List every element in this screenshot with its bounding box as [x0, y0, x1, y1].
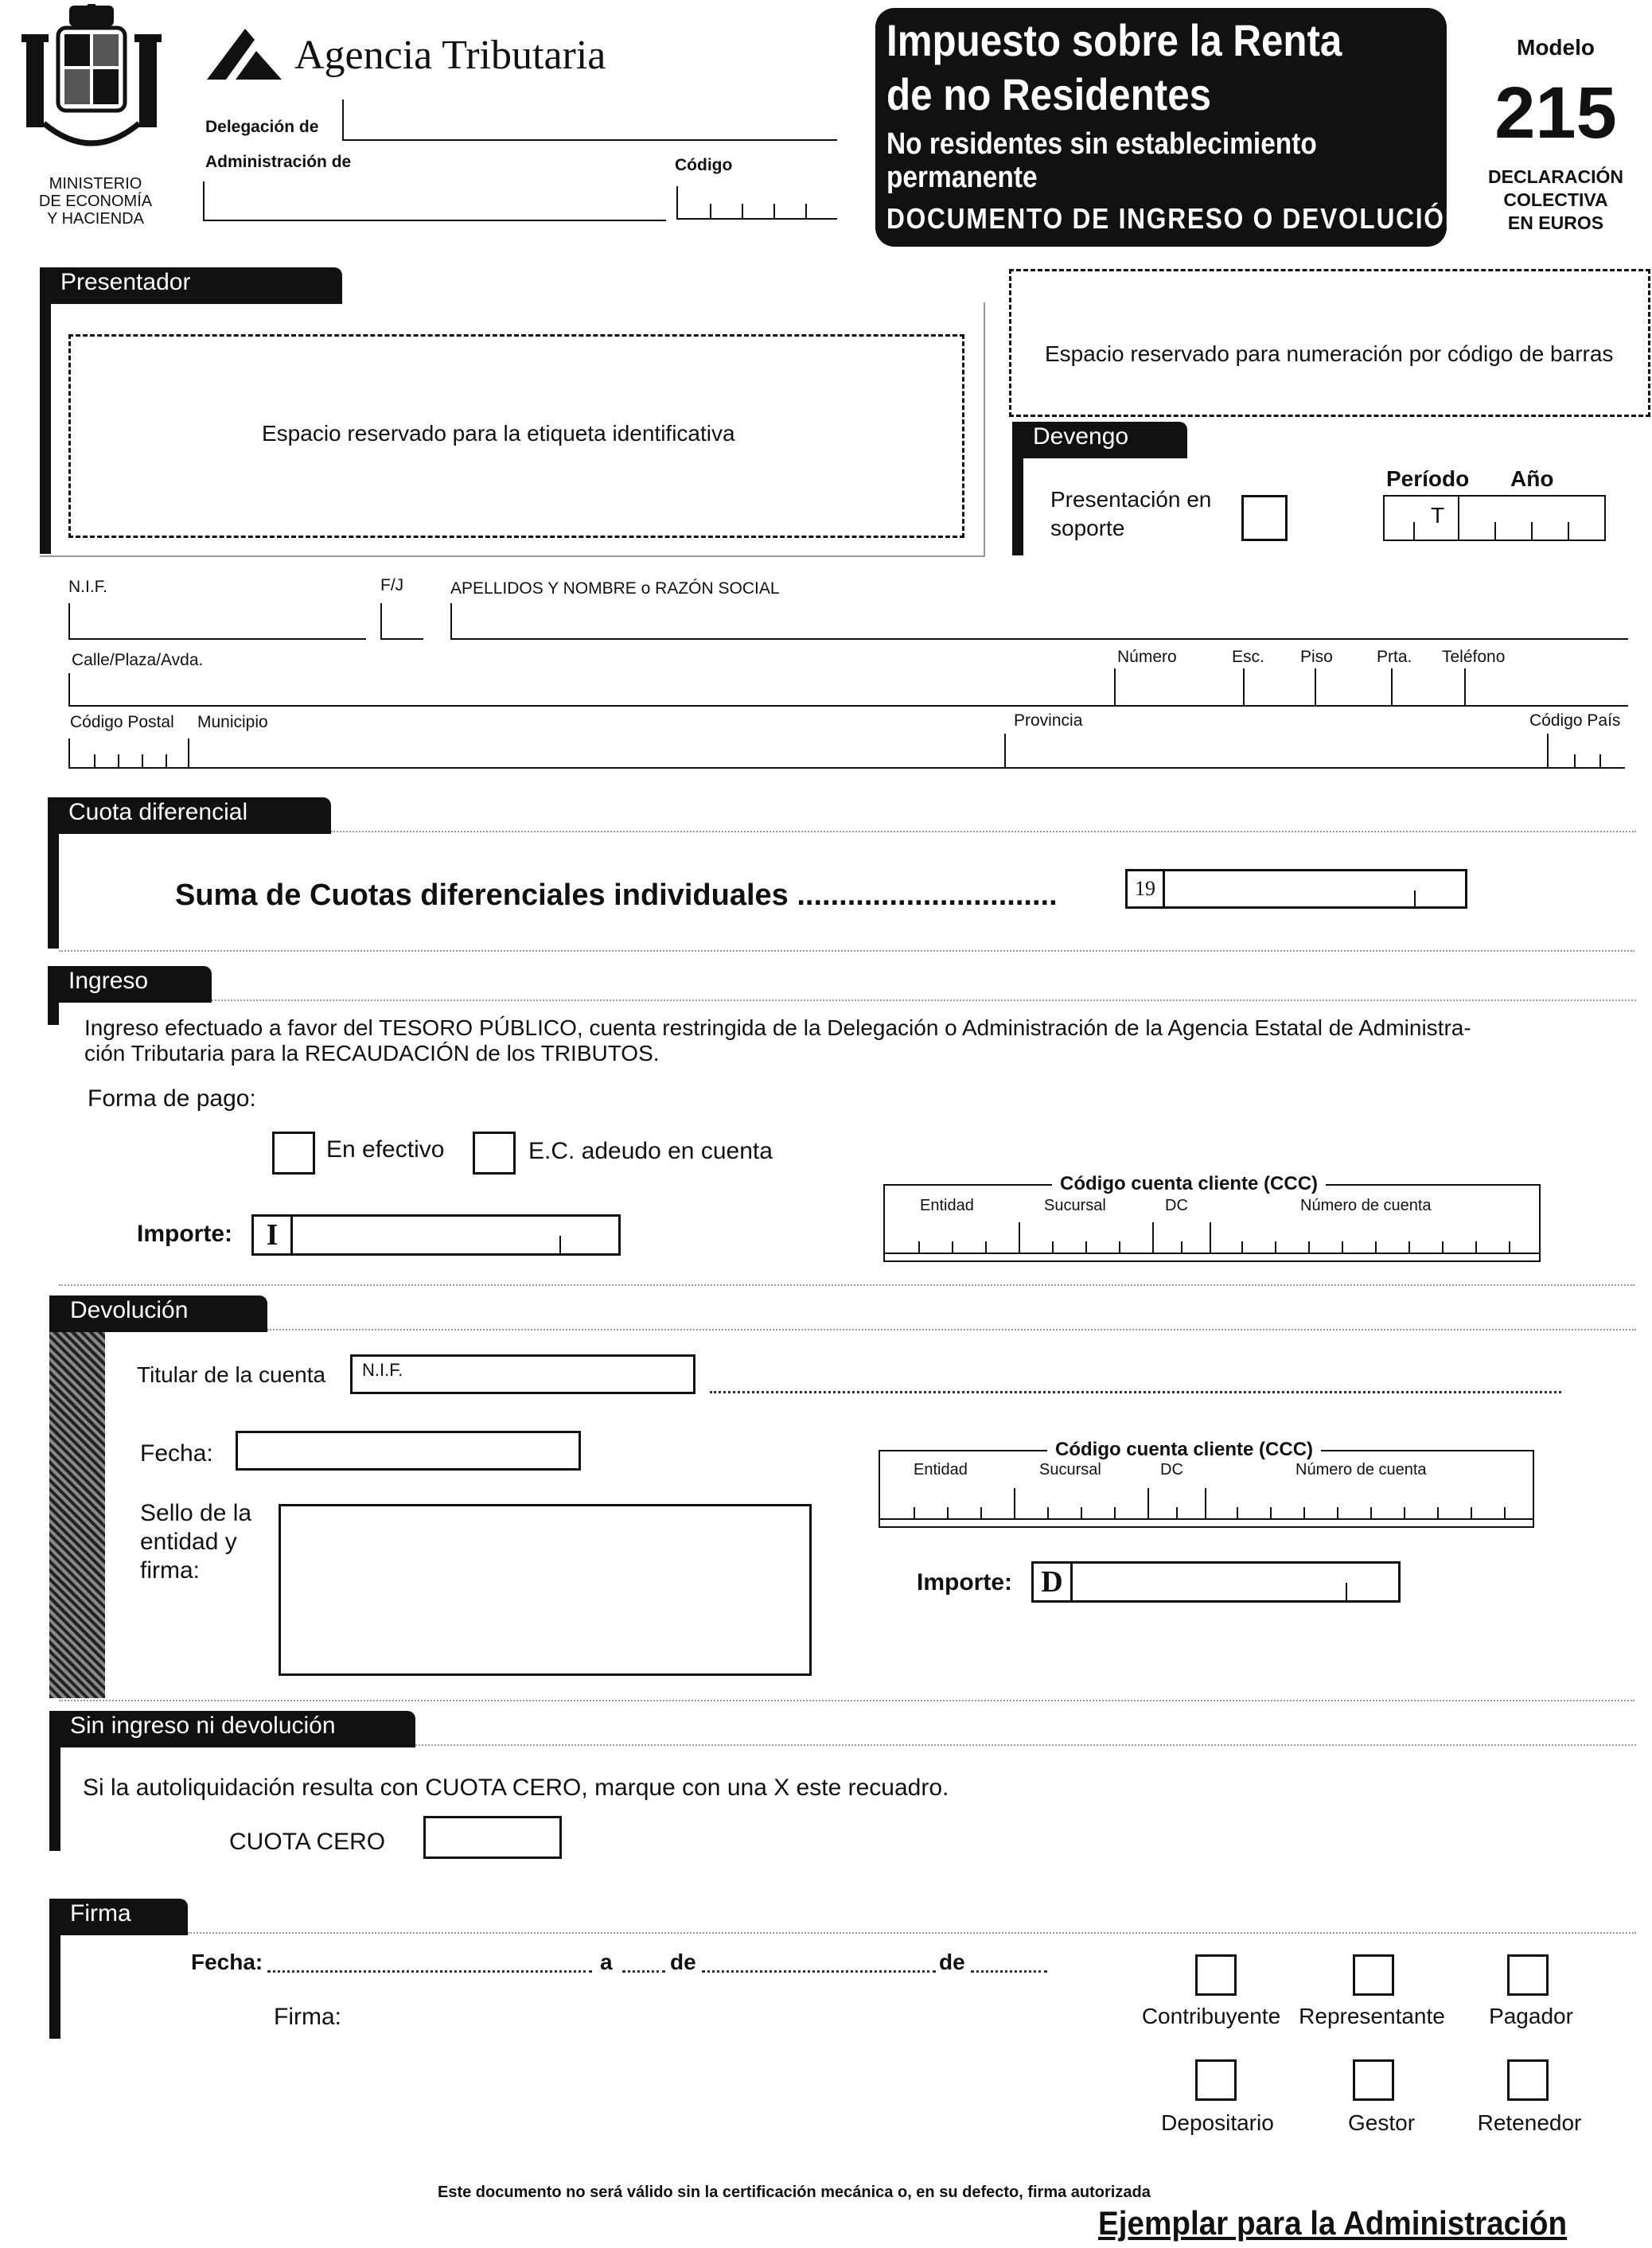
- depositario-checkbox[interactable]: [1195, 2059, 1237, 2101]
- cuota-box-number: 19: [1128, 871, 1165, 906]
- ingreso-importe-letter: I: [254, 1217, 293, 1253]
- nif-field[interactable]: [68, 603, 366, 640]
- fj-label: F/J: [380, 576, 404, 594]
- ministerio-label: MINISTERIO DE ECONOMÍA Y HACIENDA: [38, 175, 153, 228]
- devolucion-dc: DC: [1160, 1461, 1183, 1479]
- devolucion-ccc-title: Código cuenta cliente (CCC): [1047, 1439, 1321, 1461]
- cuota-cero-label: CUOTA CERO: [229, 1829, 386, 1855]
- role-pagador[interactable]: [1451, 1954, 1611, 2042]
- delegacion-field[interactable]: [342, 99, 837, 141]
- devolucion-entidad: Entidad: [914, 1461, 968, 1479]
- numero-label: Número: [1117, 648, 1177, 666]
- municipio-label: Municipio: [197, 713, 268, 731]
- agencia-title: Agencia Tributaria: [294, 33, 606, 78]
- gestor-checkbox[interactable]: [1353, 2059, 1394, 2101]
- esc-label: Esc.: [1232, 648, 1264, 666]
- modelo-label: Modelo: [1517, 35, 1595, 60]
- etiqueta-area: [68, 334, 964, 538]
- presentador-tab: Presentador: [40, 267, 342, 304]
- soporte-checkbox[interactable]: [1241, 495, 1288, 541]
- title-line1: Impuesto sobre la Renta: [886, 15, 1342, 65]
- devolucion-side-strip: [49, 1332, 105, 1698]
- modelo-desc: DECLARACIÓN COLECTIVA EN EUROS: [1488, 166, 1623, 233]
- role-representante[interactable]: [1292, 1954, 1451, 2042]
- subtitle-line2: permanente: [886, 161, 1038, 194]
- retenedor-label: Retenedor: [1477, 2110, 1582, 2135]
- codigo-label: Código: [675, 156, 733, 174]
- cuota-input[interactable]: [1125, 869, 1467, 909]
- titular-nif-label: N.I.F.: [362, 1360, 403, 1380]
- efectivo-checkbox[interactable]: [272, 1132, 315, 1175]
- ingreso-importe-input[interactable]: [251, 1214, 621, 1256]
- role-depositario[interactable]: [1138, 2059, 1297, 2147]
- cuota-label: Suma de Cuotas diferenciales individuales ...............................: [175, 879, 1058, 912]
- barcode-text: Espacio reservado para numeración por código de barras: [1045, 341, 1614, 366]
- ingreso-ccc-box[interactable]: [883, 1173, 1541, 1262]
- delegacion-label: Delegación de: [205, 118, 319, 136]
- calle-field[interactable]: [68, 673, 1628, 707]
- coat-of-arms-logo: [20, 4, 163, 171]
- ingreso-tab: Ingreso: [48, 966, 212, 1003]
- pais-label: Código País: [1529, 711, 1621, 730]
- pagador-label: Pagador: [1489, 2004, 1573, 2028]
- periodo-value: T: [1431, 503, 1445, 528]
- cp-field[interactable]: [68, 738, 189, 769]
- agencia-logo-icon: [199, 22, 286, 86]
- devengo-tab: Devengo: [1012, 422, 1187, 458]
- title-block: [875, 8, 1465, 247]
- firma-a-label: a: [600, 1950, 613, 1974]
- sin-ingreso-tab: Sin ingreso ni devolución: [49, 1711, 415, 1747]
- firma-de1-label: de: [670, 1950, 696, 1974]
- title-line2: de no Residentes: [886, 69, 1212, 119]
- ingreso-sucursal: Sucursal: [1044, 1197, 1106, 1214]
- administracion-label: Administración de: [205, 153, 352, 171]
- modelo-number: 215: [1494, 72, 1617, 154]
- subtitle-line1: No residentes sin establecimiento: [886, 127, 1317, 161]
- provincia-label: Provincia: [1014, 711, 1083, 730]
- firma-de2-label: de: [939, 1950, 965, 1974]
- pagador-checkbox[interactable]: [1507, 1954, 1549, 1996]
- ingreso-importe-label: Importe:: [137, 1221, 232, 1247]
- firma-tab: Firma: [49, 1899, 188, 1935]
- representante-label: Representante: [1299, 2004, 1445, 2028]
- pais-field[interactable]: [1547, 734, 1625, 769]
- periodo-label: Período: [1386, 466, 1470, 491]
- depositario-label: Depositario: [1161, 2110, 1274, 2135]
- sello-label: Sello de la entidad y firma:: [140, 1500, 252, 1584]
- cuota-tab: Cuota diferencial: [48, 797, 331, 834]
- firma-fecha-label: Fecha:: [191, 1950, 263, 1974]
- ingreso-numero-cuenta: Número de cuenta: [1300, 1197, 1432, 1214]
- provincia-field[interactable]: [1004, 734, 1547, 769]
- prta-label: Prta.: [1377, 648, 1412, 666]
- devolucion-fecha-label: Fecha:: [140, 1440, 213, 1467]
- ingreso-entidad: Entidad: [920, 1197, 974, 1214]
- role-gestor[interactable]: [1302, 2059, 1461, 2147]
- administracion-field[interactable]: [203, 181, 666, 221]
- ingreso-dc: DC: [1165, 1197, 1188, 1214]
- devolucion-tab: Devolución: [49, 1295, 267, 1332]
- footer-note: Este documento no será válido sin la certificación mecánica o, en su defecto, firma autorizada: [438, 2184, 1151, 2201]
- municipio-field[interactable]: [188, 738, 1004, 769]
- contribuyente-label: Contribuyente: [1141, 2004, 1281, 2028]
- firma-label: Firma:: [274, 2004, 341, 2030]
- apellidos-field[interactable]: [450, 603, 1628, 640]
- telefono-label: Teléfono: [1442, 648, 1506, 666]
- calle-label: Calle/Plaza/Avda.: [72, 651, 204, 669]
- nif-label: N.I.F.: [68, 578, 108, 596]
- contribuyente-checkbox[interactable]: [1195, 1954, 1237, 1996]
- piso-label: Piso: [1300, 648, 1333, 666]
- ejemplar-label: Ejemplar para la Administración: [1098, 2204, 1568, 2242]
- codigo-field[interactable]: [676, 186, 837, 220]
- devolucion-importe-letter: D: [1034, 1564, 1073, 1600]
- representante-checkbox[interactable]: [1353, 1954, 1394, 1996]
- apellidos-label: APELLIDOS Y NOMBRE o RAZÓN SOCIAL: [450, 579, 780, 598]
- ingreso-text: Ingreso efectuado a favor del TESORO PÚBLICO, cuenta restringida de la Delegación o Administración de la Agencia Estatal de Administra- ción Tributaria para la RECAUDACIÓN de los TRIBUTOS.: [84, 1015, 1471, 1066]
- gestor-label: Gestor: [1347, 2110, 1416, 2135]
- role-retenedor[interactable]: [1450, 2059, 1609, 2147]
- sello-area[interactable]: [279, 1504, 812, 1676]
- cp-label: Código Postal: [70, 713, 174, 731]
- role-contribuyente[interactable]: [1132, 1954, 1291, 2042]
- sin-ingreso-text: Si la autoliquidación resulta con CUOTA CERO, marque con una X este recuadro.: [83, 1775, 949, 1801]
- efectivo-label: En efectivo: [326, 1136, 445, 1163]
- ingreso-ccc-title: Código cuenta cliente (CCC): [1052, 1173, 1326, 1195]
- retenedor-checkbox[interactable]: [1507, 2059, 1549, 2101]
- soporte-label: Presentación en soporte: [1050, 487, 1212, 540]
- titular-nif-input[interactable]: [350, 1354, 695, 1394]
- devolucion-ccc-box[interactable]: [879, 1439, 1534, 1528]
- titular-label: Titular de la cuenta: [137, 1362, 326, 1387]
- barcode-area: [1009, 269, 1650, 417]
- anio-label: Año: [1510, 466, 1554, 491]
- devolucion-sucursal: Sucursal: [1039, 1461, 1101, 1479]
- adeudo-label: E.C. adeudo en cuenta: [528, 1138, 773, 1164]
- doc-type: DOCUMENTO DE INGRESO O DEVOLUCIÓN: [886, 202, 1465, 235]
- forma-pago-label: Forma de pago:: [88, 1085, 256, 1112]
- devolucion-importe-input[interactable]: [1031, 1561, 1401, 1603]
- devolucion-fecha-input[interactable]: [236, 1431, 581, 1471]
- etiqueta-text: Espacio reservado para la etiqueta identificativa: [262, 421, 735, 446]
- devolucion-numero-cuenta: Número de cuenta: [1295, 1461, 1427, 1479]
- devolucion-importe-label: Importe:: [917, 1569, 1012, 1595]
- cuota-cero-checkbox[interactable]: [423, 1816, 562, 1859]
- periodo-field[interactable]: [1383, 495, 1606, 541]
- adeudo-checkbox[interactable]: [473, 1132, 516, 1175]
- fj-field[interactable]: [380, 603, 423, 640]
